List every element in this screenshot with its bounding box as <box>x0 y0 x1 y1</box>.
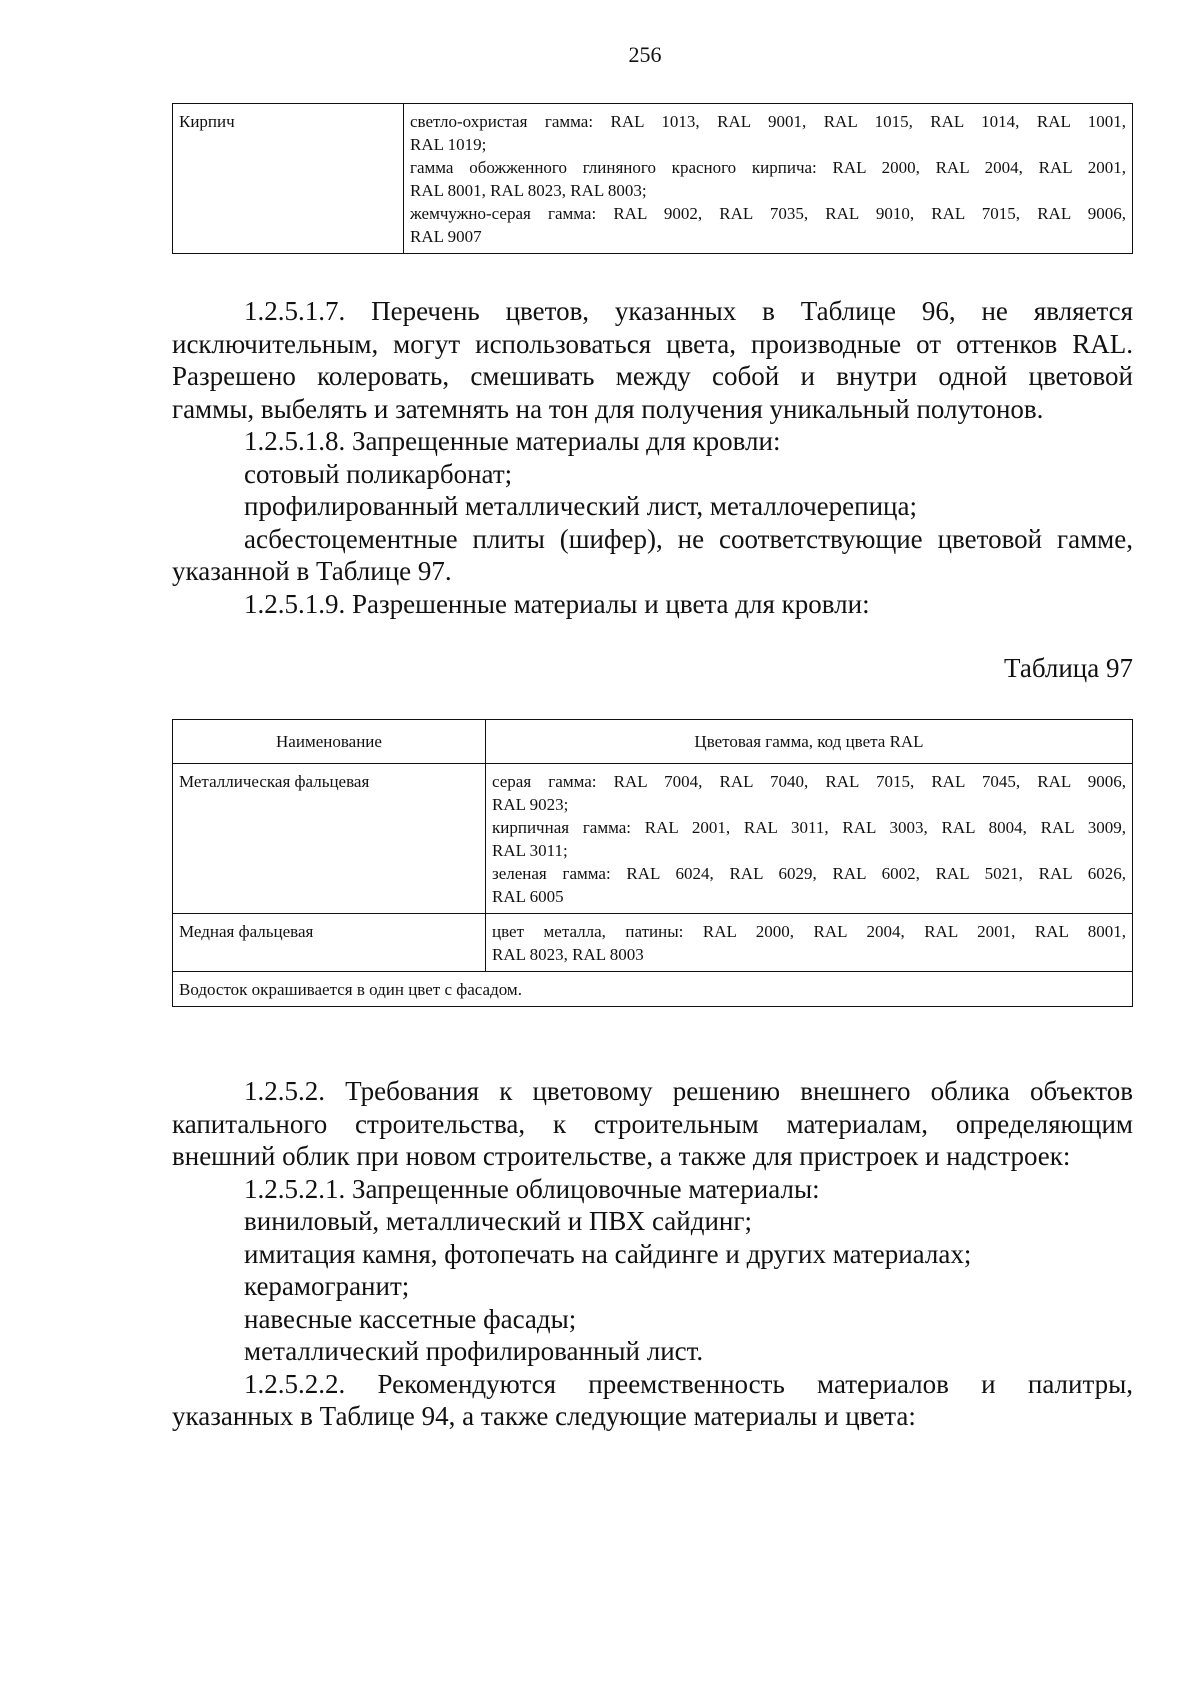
color-line: серая гамма: RAL 7004, RAL 7040, RAL 7015, RAL 7045, RAL 9006, <box>492 772 1126 791</box>
table-97-caption: Таблица 97 <box>1004 653 1133 683</box>
column-header-name: Наименование <box>173 720 486 764</box>
paragraph-line: 1.2.5.2.1. Запрещенные облицовочные материалы: <box>244 1173 820 1204</box>
color-line: RAL 8001, RAL 8023, RAL 8003; <box>410 181 647 200</box>
paragraph-line: 1.2.5.2.2. Рекомендуются преемственность материалов и палитры, <box>244 1368 1133 1399</box>
color-line: RAL 3011; <box>492 841 568 860</box>
table-cell-colors <box>404 104 1133 254</box>
color-line: кирпичная гамма: RAL 2001, RAL 3011, RAL 3003, RAL 8004, RAL 3009, <box>492 818 1126 837</box>
paragraph-line: указанных в Таблице 94, а также следующие материалы и цвета: <box>172 1401 916 1431</box>
color-line: жемчужно-серая гамма: RAL 9002, RAL 7035, RAL 9010, RAL 7015, RAL 9006, <box>410 204 1126 223</box>
paragraph-line: сотовый поликарбонат; <box>244 458 513 489</box>
paragraph-line: навесные кассетные фасады; <box>244 1303 577 1334</box>
section-2-text <box>172 1075 1133 1433</box>
color-line: светло-охристая гамма: RAL 1013, RAL 9001, RAL 1015, RAL 1014, RAL 1001, <box>410 112 1126 131</box>
color-line: RAL 6005 <box>492 887 564 906</box>
color-line: гамма обожженного глиняного красного кирпича: RAL 2000, RAL 2004, RAL 2001, <box>410 158 1126 177</box>
paragraph-line: асбестоцементные плиты (шифер), не соответствующие цветовой гамме, <box>244 523 1133 554</box>
paragraph-line: металлический профилированный лист. <box>244 1336 704 1366</box>
table-row <box>173 104 1133 254</box>
table-97 <box>172 719 1133 1007</box>
table-footer-row <box>173 972 1133 1007</box>
paragraph-line: исключительным, могут использоваться цвета, производные от оттенков RAL. <box>172 328 1133 359</box>
paragraph-line: капитального строительства, к строительным материалам, определяющим <box>172 1108 1133 1139</box>
paragraph-line: внешний облик при новом строительстве, а также для пристроек и надстроек: <box>172 1141 1071 1171</box>
paragraph-line: 1.2.5.2. Требования к цветовому решению внешнего облика объектов <box>244 1076 1133 1106</box>
table-row <box>173 914 1133 972</box>
table-cell-name: Медная фальцевая <box>173 914 486 972</box>
paragraph-line: виниловый, металлический и ПВХ сайдинг; <box>244 1206 752 1236</box>
paragraph-line: 1.2.5.1.7. Перечень цветов, указанных в Таблице 96, не является <box>244 296 1133 326</box>
color-line: зеленая гамма: RAL 6024, RAL 6029, RAL 6002, RAL 5021, RAL 6026, <box>492 864 1126 883</box>
color-line: RAL 1019; <box>410 135 487 154</box>
column-header-colors: Цветовая гамма, код цвета RAL <box>486 720 1133 764</box>
paragraph-line: 1.2.5.1.9. Разрешенные материалы и цвета для кровли: <box>244 588 870 619</box>
color-line: RAL 9023; <box>492 795 569 814</box>
paragraph-line: указанной в Таблице 97. <box>172 556 452 586</box>
table-row <box>173 764 1133 914</box>
paragraph-line: профилированный металлический лист, металлочерепица; <box>244 491 917 521</box>
color-line: RAL 9007 <box>410 227 482 246</box>
table-96-continued <box>172 103 1133 254</box>
color-line: цвет металла, патины: RAL 2000, RAL 2004, RAL 2001, RAL 8001, <box>492 922 1126 941</box>
paragraph-line: 1.2.5.1.8. Запрещенные материалы для кровли: <box>244 426 781 456</box>
table-cell-name: Металлическая фальцевая <box>173 764 486 914</box>
table-cell-name: Кирпич <box>173 104 404 254</box>
paragraph-line: керамогранит; <box>244 1271 410 1301</box>
table-cell-colors <box>486 914 1133 972</box>
table-header-row <box>173 720 1133 764</box>
paragraph-line: гаммы, выбелять и затемнять на тон для получения уникальный полутонов. <box>172 393 1044 424</box>
color-line: RAL 8023, RAL 8003 <box>492 945 644 964</box>
table-footer-note: Водосток окрашивается в один цвет с фасадом. <box>173 972 1133 1007</box>
paragraph-line: имитация камня, фотопечать на сайдинге и других материалах; <box>244 1238 972 1269</box>
section-1-text <box>172 295 1133 620</box>
paragraph-line: Разрешено колеровать, смешивать между собой и внутри одной цветовой <box>172 361 1133 391</box>
table-cell-colors <box>486 764 1133 914</box>
page-number: 256 <box>628 42 662 67</box>
